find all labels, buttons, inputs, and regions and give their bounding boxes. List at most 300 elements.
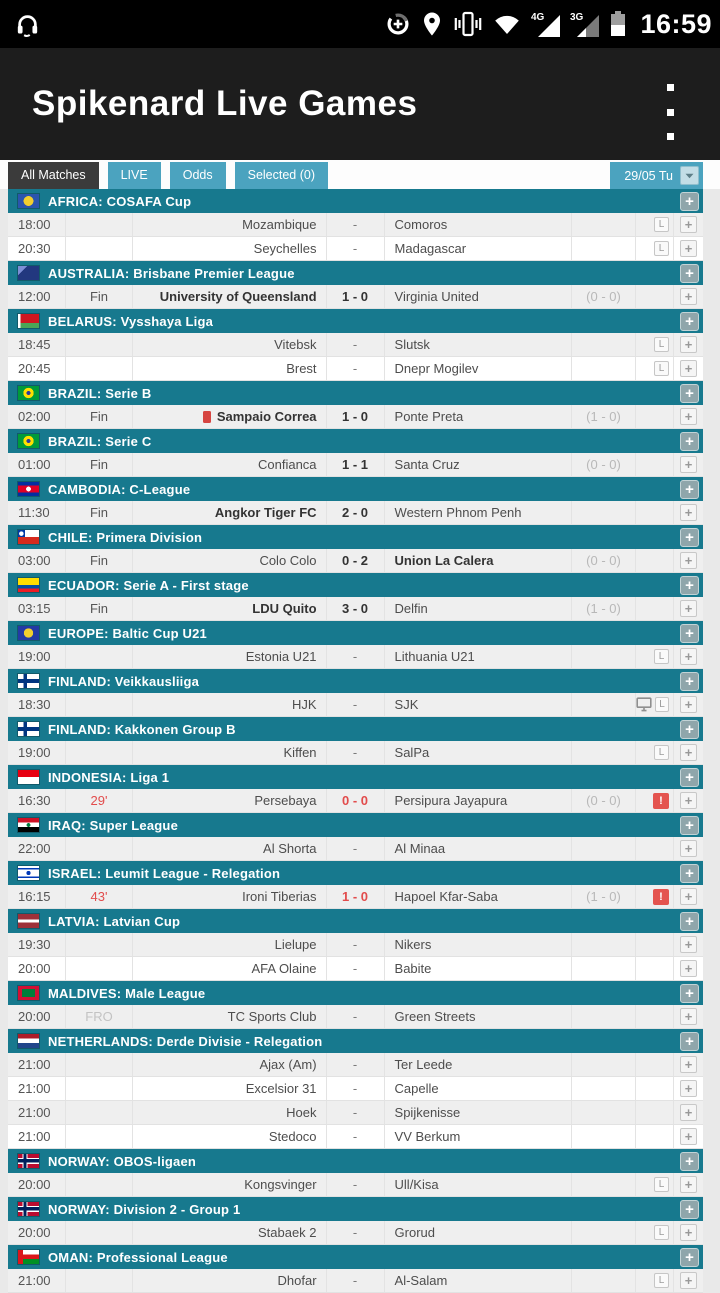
match-status: Fin [66,501,133,524]
add-match-button[interactable]: + [680,1128,697,1145]
match-row[interactable] [8,549,703,573]
add-league-button[interactable] [680,984,699,1003]
match-row[interactable] [8,1053,703,1077]
date-dropdown-button[interactable] [680,166,699,185]
league-name: BELARUS: Vysshaya Liga [48,313,214,329]
flag-australia-icon [18,266,39,280]
live-badge[interactable]: L [654,241,669,256]
league-header[interactable] [8,189,703,213]
battery-icon [609,10,627,38]
away-team: Babite [385,957,572,980]
away-team: Capelle [385,1077,572,1100]
home-team: Al Shorta [133,837,327,860]
add-league-button[interactable] [680,576,699,595]
score: - [327,213,385,236]
signal-3g-icon [570,10,600,38]
away-team: Santa Cruz [385,453,572,476]
signal-4g-icon [531,10,561,38]
add-league-button[interactable] [680,672,699,691]
match-time: 19:30 [8,933,66,956]
partial-score [572,237,636,260]
signal-4g-label: 4G [531,12,545,23]
data-saver-icon [385,11,411,37]
plus-icon: + [685,1032,694,1050]
add-match-button[interactable]: + [680,696,697,713]
add-match-button[interactable]: + [680,1272,697,1289]
live-badge[interactable]: L [654,1225,669,1240]
tab-selected-0[interactable]: Selected (0) [235,162,328,189]
partial-score: (1 - 0) [572,885,636,908]
partial-score [572,357,636,380]
league-section [8,1197,703,1245]
add-match-button[interactable]: + [680,960,697,977]
row-icons [636,933,674,956]
home-team: Persebaya [133,789,327,812]
plus-icon: + [685,264,694,282]
add-league-button[interactable] [680,264,699,283]
match-status [66,1125,133,1148]
away-team: Hapoel Kfar-Saba [385,885,572,908]
match-time: 11:30 [8,501,66,524]
match-status [66,1053,133,1076]
match-row[interactable] [8,1269,703,1293]
row-icons [636,645,674,668]
chevron-down-icon [685,173,694,179]
score: - [327,1005,385,1028]
add-match-button[interactable]: + [680,408,697,425]
match-time: 12:00 [8,285,66,308]
partial-score [572,933,636,956]
add-league-button[interactable] [680,912,699,931]
match-row[interactable] [8,597,703,621]
tab-bar-tabs [8,162,328,189]
home-team: HJK [133,693,327,716]
league-header[interactable] [8,525,703,549]
match-row[interactable] [8,453,703,477]
league-header[interactable] [8,573,703,597]
match-row[interactable] [8,1221,703,1245]
live-badge[interactable]: L [654,1273,669,1288]
league-header[interactable] [8,861,703,885]
live-badge[interactable]: L [654,649,669,664]
match-row[interactable] [8,285,703,309]
row-icons [636,741,674,764]
league-section [8,429,703,477]
flag-cambodia-icon [18,482,39,496]
league-name: CAMBODIA: C-League [48,481,191,497]
away-team: SJK [385,693,572,716]
away-team: Ponte Preta [385,405,572,428]
tab-bar [0,160,720,189]
league-section [8,765,703,813]
league-section [8,861,703,909]
plus-icon: + [685,624,694,642]
away-team: Delfin [385,597,572,620]
league-name: ISRAEL: Leumit League - Relegation [48,865,281,881]
status-clock: 16:59 [640,8,712,39]
partial-score [572,837,636,860]
league-header[interactable] [8,717,703,741]
match-row[interactable] [8,237,703,261]
flag-africa-icon [18,194,39,208]
home-team: Hoek [133,1101,327,1124]
match-status: 43' [66,885,133,908]
match-row[interactable] [8,789,703,813]
live-badge[interactable]: L [655,697,669,712]
add-match-button[interactable]: + [680,504,697,521]
match-status: Fin [66,549,133,572]
flag-finland-icon [18,722,39,736]
add-league-button[interactable] [680,192,699,211]
kebab-menu-icon[interactable] [658,84,682,140]
plus-icon: + [685,528,694,546]
score: - [327,645,385,668]
match-row[interactable] [8,357,703,381]
flag-finland-icon [18,674,39,688]
match-time: 19:00 [8,741,66,764]
add-match-button[interactable]: + [680,336,697,353]
add-match-button[interactable]: + [680,552,697,569]
flag-indonesia-icon [18,770,39,784]
add-match-button[interactable]: + [680,840,697,857]
match-row[interactable] [8,693,703,717]
add-league-button[interactable] [680,1200,699,1219]
match-row[interactable] [8,933,703,957]
away-team: Spijkenisse [385,1101,572,1124]
match-time: 03:15 [8,597,66,620]
add-match-button[interactable]: + [680,792,697,809]
row-icons [636,453,674,476]
league-section [8,909,703,981]
add-league-button[interactable] [680,1152,699,1171]
league-name: NORWAY: OBOS-ligaen [48,1153,197,1169]
match-row[interactable] [8,837,703,861]
add-league-button[interactable] [680,864,699,883]
match-time: 20:00 [8,1005,66,1028]
league-name: AFRICA: COSAFA Cup [48,193,192,209]
plus-icon: + [685,1248,694,1266]
row-icons [636,1173,674,1196]
league-header[interactable] [8,1245,703,1269]
match-status [66,357,133,380]
add-league-button[interactable] [680,432,699,451]
add-match-button[interactable]: + [680,288,697,305]
vibrate-icon [453,11,483,37]
league-section [8,525,703,573]
league-name: INDONESIA: Liga 1 [48,769,170,785]
red-card-icon [203,411,211,423]
match-status [66,933,133,956]
league-name: IRAQ: Super League [48,817,179,833]
add-match-button[interactable]: + [680,936,697,953]
league-name: FINLAND: Kakkonen Group B [48,721,236,737]
league-name: NORWAY: Division 2 - Group 1 [48,1201,241,1217]
home-team: Angkor Tiger FC [133,501,327,524]
tab-live[interactable]: LIVE [108,162,161,189]
live-badge[interactable]: L [654,361,669,376]
add-match-button[interactable]: + [680,216,697,233]
plus-icon: + [685,480,694,498]
match-row[interactable] [8,645,703,669]
league-name: OMAN: Professional League [48,1249,228,1265]
add-league-button[interactable] [680,1032,699,1051]
add-match-button[interactable]: + [680,600,697,617]
flag-netherlands-icon [18,1034,39,1048]
live-badge[interactable]: L [654,337,669,352]
partial-score [572,1101,636,1124]
away-team: Madagascar [385,237,572,260]
home-team: Mozambique [133,213,327,236]
plus-icon: + [685,768,694,786]
plus-icon: + [685,984,694,1002]
match-status: Fin [66,405,133,428]
league-name: FINLAND: Veikkausliiga [48,673,200,689]
match-time: 03:00 [8,549,66,572]
add-match-button[interactable]: + [680,888,697,905]
match-row[interactable] [8,1005,703,1029]
league-header[interactable] [8,981,703,1005]
league-section [8,621,703,669]
home-team: AFA Olaine [133,957,327,980]
match-status [66,741,133,764]
add-league-button[interactable] [680,480,699,499]
match-time: 21:00 [8,1101,66,1124]
row-icons [636,357,674,380]
score: - [327,693,385,716]
match-time: 01:00 [8,453,66,476]
match-list[interactable] [8,189,703,1288]
add-match-button[interactable]: + [680,1008,697,1025]
date-selector[interactable] [610,162,703,189]
match-time: 20:30 [8,237,66,260]
live-badge[interactable]: L [654,745,669,760]
league-header[interactable] [8,909,703,933]
add-match-button[interactable]: + [680,456,697,473]
add-league-button[interactable] [680,528,699,547]
partial-score [572,1269,636,1292]
row-icons [636,837,674,860]
league-name: EUROPE: Baltic Cup U21 [48,625,207,641]
score: 1 - 0 [327,885,385,908]
add-match-button[interactable]: + [680,360,697,377]
score: - [327,1053,385,1076]
partial-score: (0 - 0) [572,453,636,476]
league-section [8,1029,703,1149]
add-league-button[interactable] [680,384,699,403]
tab-all-matches[interactable]: All Matches [8,162,99,189]
league-header[interactable] [8,1149,703,1173]
add-match-button[interactable]: + [680,1056,697,1073]
date-label: 29/05 Tu [624,168,673,183]
league-name: AUSTRALIA: Brisbane Premier League [48,265,295,281]
tab-odds[interactable]: Odds [170,162,226,189]
match-time: 18:00 [8,213,66,236]
add-league-button[interactable] [680,624,699,643]
home-team: Ajax (Am) [133,1053,327,1076]
home-team: Estonia U21 [133,645,327,668]
away-team: Nikers [385,933,572,956]
live-badge[interactable]: L [654,1177,669,1192]
match-status [66,1221,133,1244]
signal-3g-label: 3G [570,12,584,23]
away-team: SalPa [385,741,572,764]
match-time: 18:45 [8,333,66,356]
partial-score [572,957,636,980]
league-header[interactable] [8,813,703,837]
match-time: 20:00 [8,1221,66,1244]
league-header[interactable] [8,1197,703,1221]
headset-icon [14,11,41,38]
home-team: Seychelles [133,237,327,260]
match-row[interactable] [8,405,703,429]
match-status: Fin [66,285,133,308]
match-status [66,1173,133,1196]
flag-oman-icon [18,1250,39,1264]
away-team: Comoros [385,213,572,236]
match-time: 20:00 [8,957,66,980]
league-header[interactable] [8,261,703,285]
partial-score [572,693,636,716]
away-team: Dnepr Mogilev [385,357,572,380]
add-match-button[interactable]: + [680,1104,697,1121]
match-status [66,645,133,668]
match-time: 16:30 [8,789,66,812]
score: - [327,357,385,380]
match-row[interactable] [8,333,703,357]
row-icons [636,1269,674,1292]
match-row[interactable] [8,1125,703,1149]
add-match-button[interactable]: + [680,1080,697,1097]
league-name: ECUADOR: Serie A - First stage [48,577,249,593]
away-team: Slutsk [385,333,572,356]
add-league-button[interactable] [680,720,699,739]
match-row[interactable] [8,501,703,525]
score: - [327,333,385,356]
league-section [8,381,703,429]
partial-score [572,333,636,356]
league-section [8,1245,703,1293]
live-badge[interactable]: L [654,217,669,232]
league-header[interactable] [8,429,703,453]
row-icons [636,333,674,356]
match-row[interactable] [8,741,703,765]
away-team: Ull/Kisa [385,1173,572,1196]
league-section [8,669,703,717]
add-match-button[interactable]: + [680,240,697,257]
row-icons [636,237,674,260]
away-team: VV Berkum [385,1125,572,1148]
row-icons [636,597,674,620]
plus-icon: + [685,192,694,210]
match-status [66,693,133,716]
match-time: 21:00 [8,1053,66,1076]
match-time: 21:00 [8,1269,66,1292]
match-time: 21:00 [8,1125,66,1148]
row-icons [636,501,674,524]
tv-icon [636,697,652,712]
score: 1 - 1 [327,453,385,476]
plus-icon: + [685,912,694,930]
plus-icon: + [685,720,694,738]
league-header[interactable] [8,477,703,501]
home-team: TC Sports Club [133,1005,327,1028]
match-status [66,1101,133,1124]
home-team: Dhofar [133,1269,327,1292]
away-team: Al-Salam [385,1269,572,1292]
partial-score [572,1053,636,1076]
add-match-button[interactable]: + [680,648,697,665]
match-row[interactable] [8,1077,703,1101]
score: 0 - 2 [327,549,385,572]
league-header[interactable] [8,669,703,693]
league-section [8,261,703,309]
league-name: NETHERLANDS: Derde Divisie - Relegation [48,1033,323,1049]
league-header[interactable] [8,1029,703,1053]
alert-icon: ! [653,889,669,905]
add-league-button[interactable] [680,816,699,835]
plus-icon: + [685,1152,694,1170]
match-time: 16:15 [8,885,66,908]
league-section [8,981,703,1029]
partial-score [572,741,636,764]
home-team: Confianca [133,453,327,476]
league-header[interactable] [8,765,703,789]
partial-score: (0 - 0) [572,285,636,308]
flag-israel-icon [18,866,39,880]
score: - [327,837,385,860]
row-icons [636,405,674,428]
flag-brazil-icon [18,434,39,448]
home-team: Kongsvinger [133,1173,327,1196]
add-match-button[interactable]: + [680,744,697,761]
match-row[interactable] [8,1173,703,1197]
match-row[interactable] [8,213,703,237]
app-header [0,48,720,160]
score: 1 - 0 [327,285,385,308]
league-header[interactable] [8,621,703,645]
league-name: BRAZIL: Serie C [48,433,152,449]
add-league-button[interactable] [680,312,699,331]
plus-icon: + [685,816,694,834]
league-header[interactable] [8,381,703,405]
add-match-button[interactable]: + [680,1224,697,1241]
league-section [8,309,703,381]
add-match-button[interactable]: + [680,1176,697,1193]
flag-brazil-icon [18,386,39,400]
add-league-button[interactable] [680,1248,699,1267]
row-icons [636,1221,674,1244]
partial-score [572,213,636,236]
row-icons [636,285,674,308]
match-status [66,1269,133,1292]
away-team: Lithuania U21 [385,645,572,668]
match-row[interactable] [8,957,703,981]
score: - [327,1101,385,1124]
row-icons [636,1053,674,1076]
score: - [327,1269,385,1292]
league-name: MALDIVES: Male League [48,985,206,1001]
score: - [327,1221,385,1244]
home-team: Stabaek 2 [133,1221,327,1244]
match-row[interactable] [8,885,703,909]
match-row[interactable] [8,1101,703,1125]
add-league-button[interactable] [680,768,699,787]
league-header[interactable] [8,309,703,333]
plus-icon: + [685,432,694,450]
league-section [8,813,703,861]
league-section [8,477,703,525]
match-status [66,237,133,260]
